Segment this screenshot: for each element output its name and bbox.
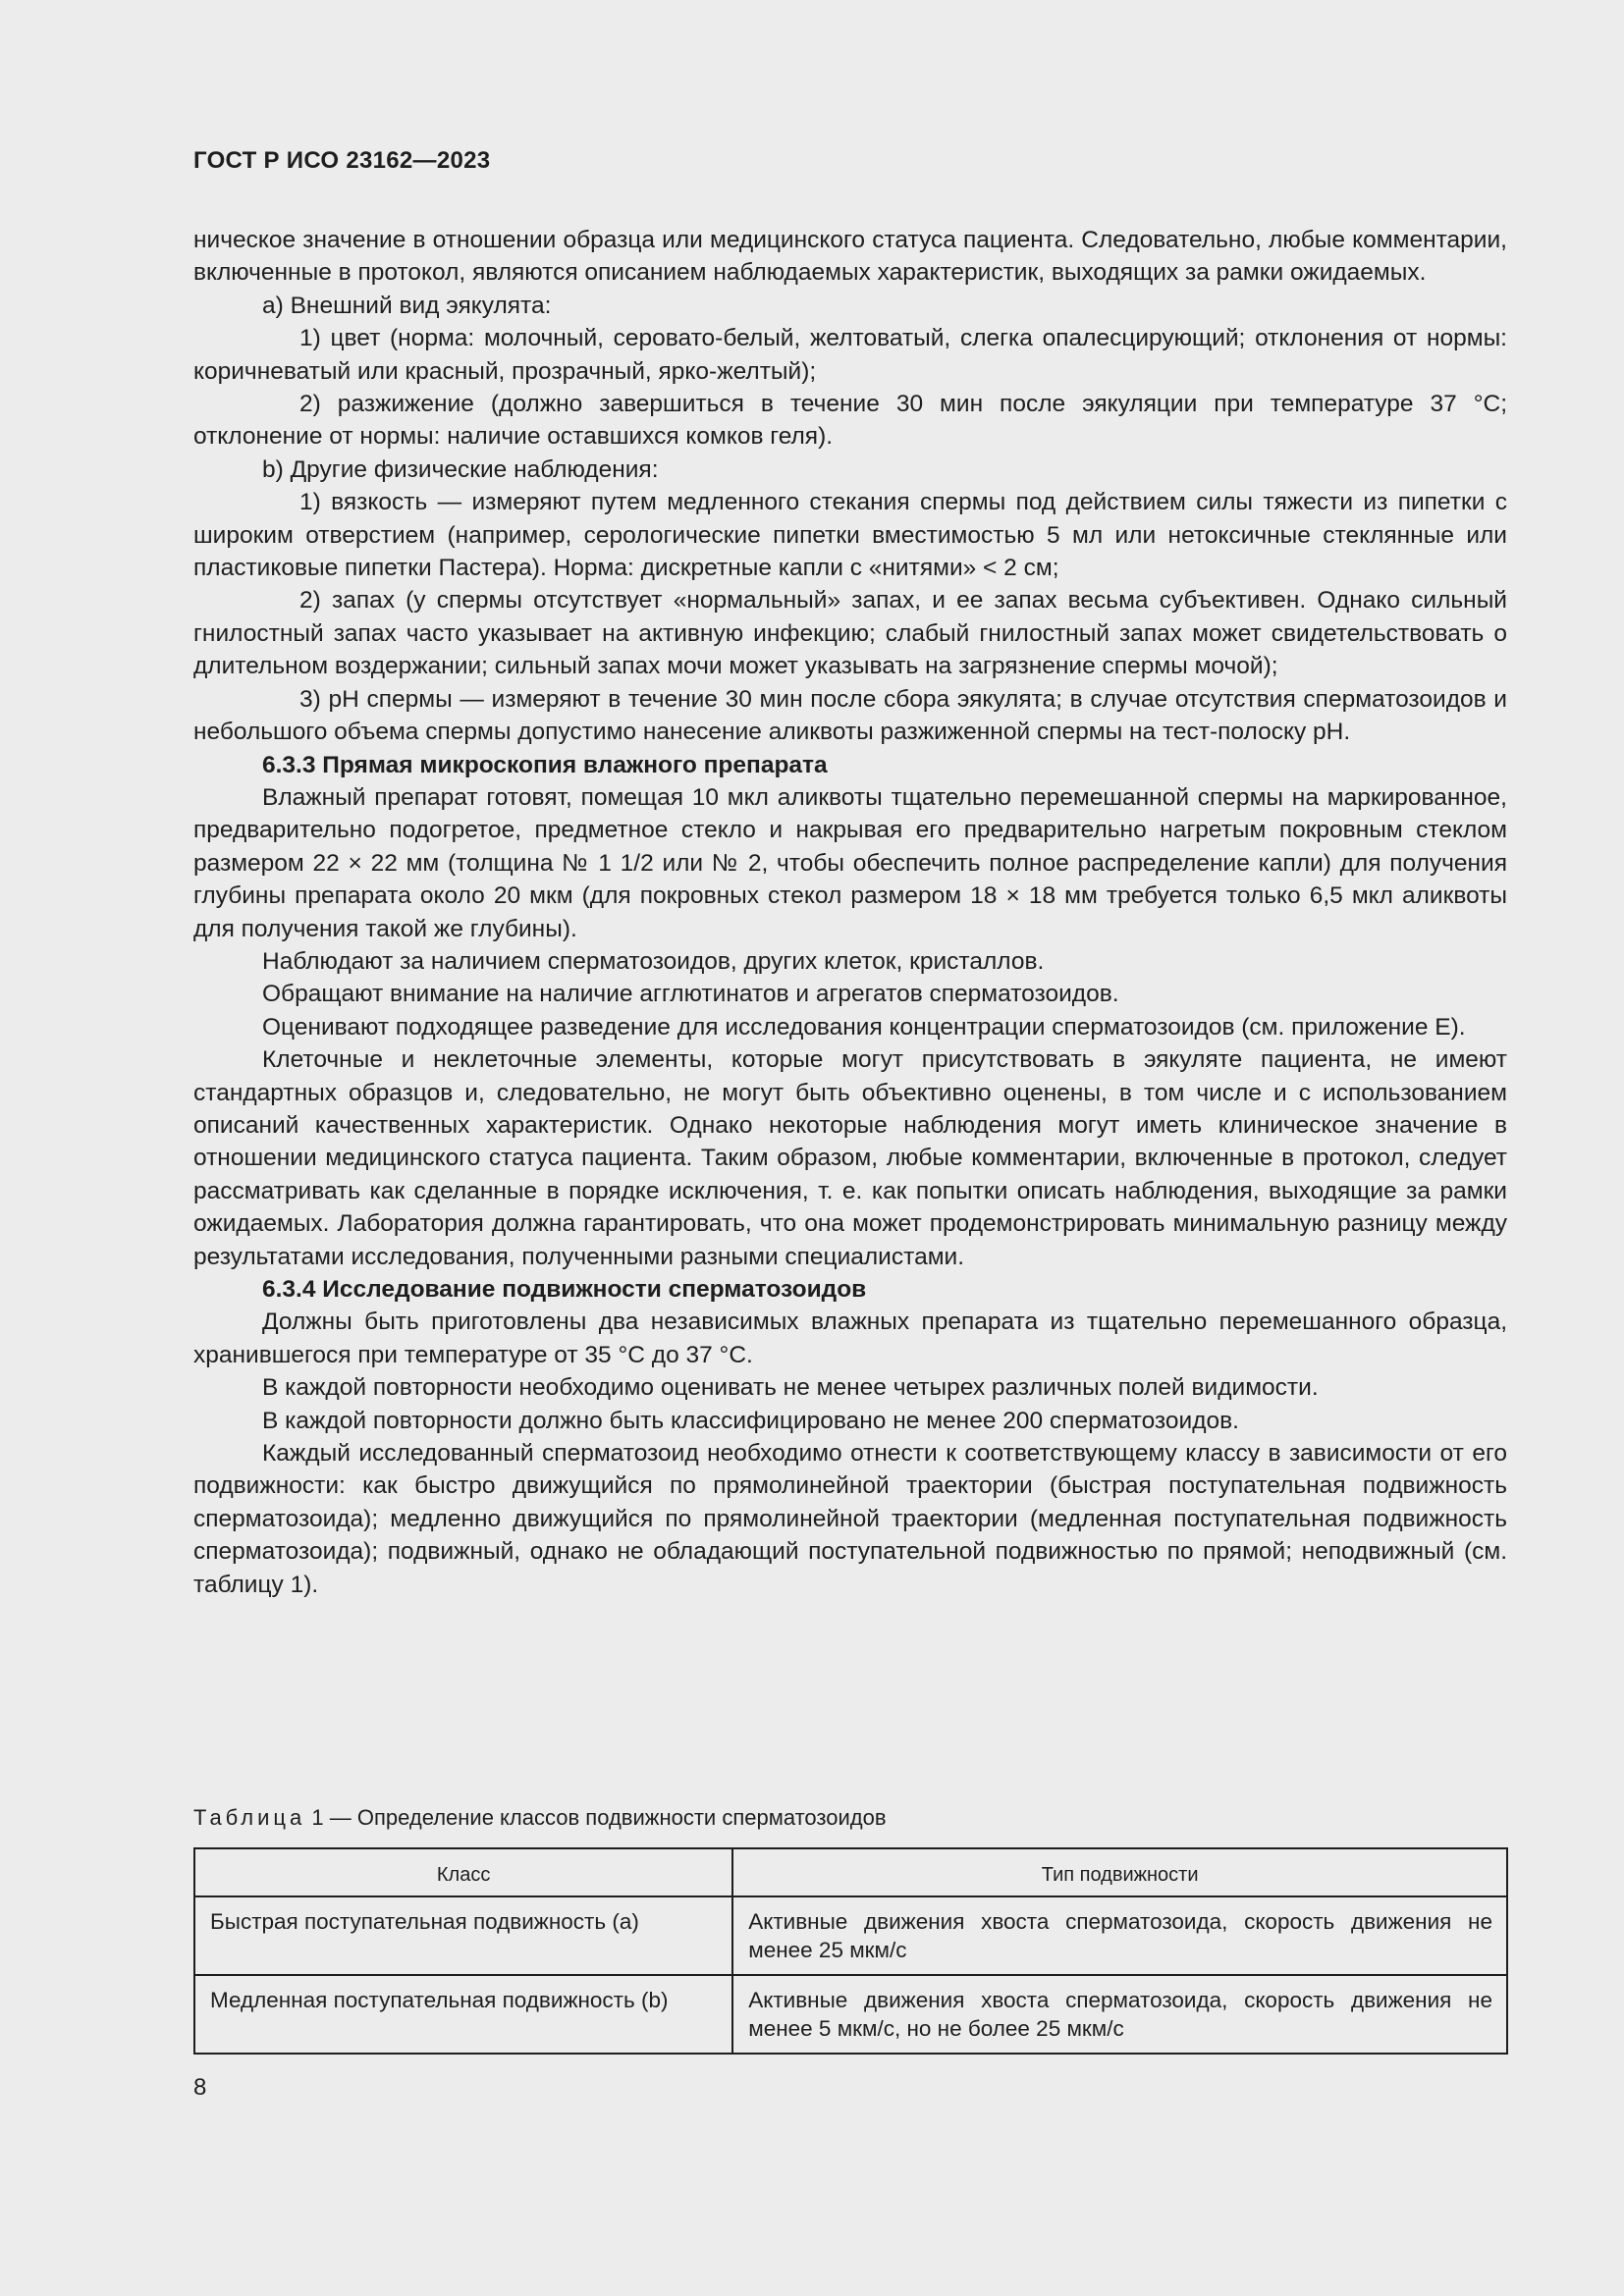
list-item-a: a) Внешний вид эякулята: bbox=[262, 292, 552, 319]
page-number: 8 bbox=[193, 2074, 207, 2101]
list-item-b2: 2) запах (у спермы отсутствует «нормальный» запах, и ее запах весьма субъективен. Однако сильный гнилостный запах часто указывает на активную инфекцию; слабый гнилостный запах может свидетельствовать о длительном воздержании; сильный запах мочи может указывать на загрязнение спермы мочой); bbox=[193, 587, 1507, 680]
list-item-a2: 2) разжижение (должно завершиться в течение 30 мин после эякуляции при температуре 37 °С; отклонение от нормы: наличие оставшихся комков геля). bbox=[193, 391, 1507, 451]
table-cell: Быстрая поступательная подвижность (a) bbox=[194, 1896, 732, 1975]
table-row bbox=[194, 1975, 1507, 2054]
paragraph: В каждой повторности должно быть классифицировано не менее 200 сперматозоидов. bbox=[262, 1407, 1239, 1434]
table-cell: Активные движения хвоста сперматозоида, скорость движения не менее 5 мкм/с, но не более 25 мкм/с bbox=[732, 1975, 1507, 2054]
paragraph: Наблюдают за наличием сперматозоидов, других клеток, кристаллов. bbox=[262, 947, 1045, 975]
table-caption-text: 1 — Определение классов подвижности сперматозоидов bbox=[305, 1805, 887, 1830]
list-item-b: b) Другие физические наблюдения: bbox=[262, 455, 659, 483]
list-item-a1: 1) цвет (норма: молочный, серовато-белый, желтоватый, слегка опалесцирующий; отклонения от нормы: коричневатый или красный, прозрачный, ярко-желтый); bbox=[193, 325, 1507, 385]
paragraph: Каждый исследованный сперматозоид необходимо отнести к соответствующему классу в зависимости от его подвижности: как быстро движущийся по прямолинейной траектории (быстрая поступательная подвижность сперматозоида); медленно движущийся по прямолинейной траектории (медленная поступательная подвижность сперматозоида); подвижный, однако не обладающий поступательной подвижностью по прямой; неподвижный (см. таблицу 1). bbox=[193, 1440, 1507, 1598]
paragraph: Должны быть приготовлены два независимых влажных препарата из тщательно перемешанного образца, хранившегося при температуре от 35 °С до 37 °С. bbox=[193, 1308, 1507, 1368]
paragraph: Обращают внимание на наличие агглютинатов и агрегатов сперматозоидов. bbox=[262, 981, 1119, 1008]
list-item-b1: 1) вязкость — измеряют путем медленного стекания спермы под действием силы тяжести из пипетки с широким отверстием (например, серологические пипетки вместимостью 5 мл или нетоксичные стеклянные или пластиковые пипетки Пастера). Норма: дискретные капли с «нитями» < 2 см; bbox=[193, 489, 1507, 582]
document-header: ГОСТ Р ИСО 23162—2023 bbox=[193, 147, 491, 174]
list-item-b3: 3) рН спермы — измеряют в течение 30 мин после сбора эякулята; в случае отсутствия сперматозоидов и небольшого объема спермы допустимо нанесение аликвоты разжиженной спермы на тест-полоску рН. bbox=[193, 685, 1507, 746]
document-body bbox=[193, 224, 1507, 1601]
section-heading-6-3-3: 6.3.3 Прямая микроскопия влажного препарата bbox=[262, 751, 828, 778]
table-cell: Активные движения хвоста сперматозоида, скорость движения не менее 25 мкм/с bbox=[732, 1896, 1507, 1975]
paragraph: Влажный препарат готовят, помещая 10 мкл аликвоты тщательно перемешанной спермы на маркированное, предварительно подогретое, предметное стекло и накрывая его предварительно нагретым покровным стеклом размером 22 × 22 мм (толщина № 1 1/2 или № 2, чтобы обеспечить полное распределение капли) для получения глубины препарата около 20 мкм (для покровных стекол размером 18 × 18 мм требуется только 6,5 мкл аликвоты для получения такой же глубины). bbox=[193, 783, 1507, 942]
table-header-cell: Класс bbox=[194, 1848, 732, 1896]
table-cell: Медленная поступательная подвижность (b) bbox=[194, 1975, 732, 2054]
table-row bbox=[194, 1896, 1507, 1975]
table-caption bbox=[193, 1805, 887, 1831]
paragraph: В каждой повторности необходимо оценивать не менее четырех различных полей видимости. bbox=[262, 1374, 1319, 1402]
table-header-row bbox=[194, 1848, 1507, 1896]
table-header-cell: Тип подвижности bbox=[732, 1848, 1507, 1896]
paragraph: Оценивают подходящее разведение для исследования концентрации сперматозоидов (см. приложение Е). bbox=[262, 1013, 1466, 1041]
paragraph: Клеточные и неклеточные элементы, которые могут присутствовать в эякуляте пациента, не имеют стандартных образцов и, следовательно, не могут быть объективно оценены, в том числе и с использованием описаний качественных характеристик. Однако некоторые наблюдения могут иметь клиническое значение в отношении медицинского статуса пациента. Таким образом, любые комментарии, включенные в протокол, следует рассматривать как сделанные в порядке исключения, т. е. как попытки описать наблюдения, выходящие за рамки ожидаемых. Лаборатория должна гарантировать, что она может продемонстрировать минимальную разницу между результатами исследования, полученными разными специалистами. bbox=[193, 1046, 1507, 1270]
section-heading-6-3-4: 6.3.4 Исследование подвижности сперматозоидов bbox=[262, 1276, 867, 1303]
table-caption-label: Таблица bbox=[193, 1805, 306, 1830]
paragraph-continuation: ническое значение в отношении образца или медицинского статуса пациента. Следовательно, любые комментарии, включенные в протокол, являются описанием наблюдаемых характеристик, выходящих за рамки ожидаемых. bbox=[193, 227, 1507, 287]
motility-classes-table bbox=[193, 1847, 1508, 2055]
